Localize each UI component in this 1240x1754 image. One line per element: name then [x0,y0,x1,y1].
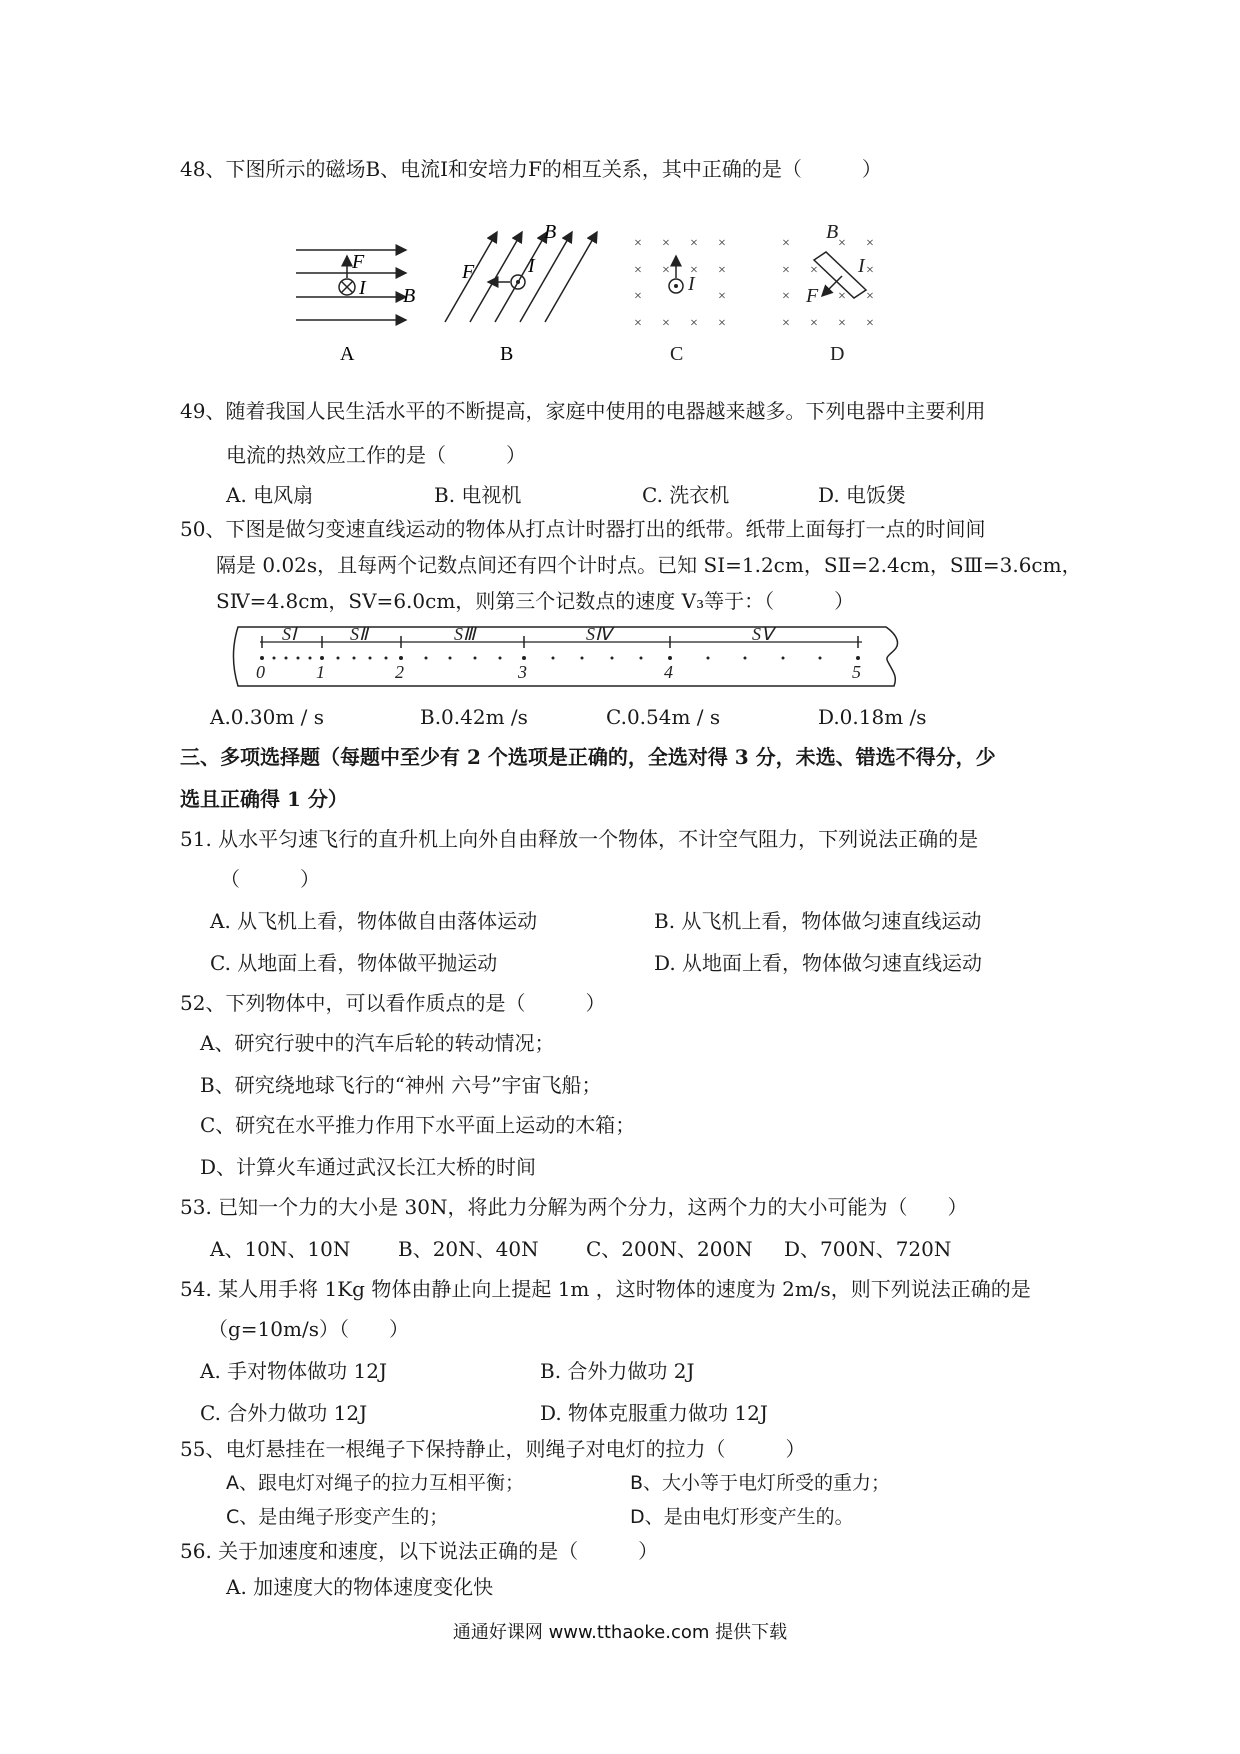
q50-option-a: A.0.30m / s [210,705,325,729]
figure-c [634,236,726,365]
svg-text:×: × [718,289,726,304]
svg-text:×: × [718,263,726,278]
q50-stem-line3: SⅣ=4.8cm，SⅤ=6.0cm，则第三个记数点的速度 V₃等于：（ ） [216,589,855,613]
svg-text:×: × [782,263,790,278]
svg-text:×: × [810,316,818,331]
seg-label-3: SⅢ [454,624,476,644]
label-b-a: B [403,285,416,307]
q51-option-a: A. 从飞机上看，物体做自由落体运动 [210,909,538,933]
q56-stem: 56. 关于加速度和速度，以下说法正确的是（ ） [180,1539,659,1563]
figure-label-b: B [500,343,514,365]
q55-stem: 55、电灯悬挂在一根绳子下保持静止，则绳子对电灯的拉力（ ） [180,1437,806,1461]
label-f-a: F [352,251,365,273]
svg-text:×: × [662,236,670,251]
q55-option-c: C、是由绳子形变产生的； [226,1506,449,1528]
label-i-c: I [688,273,695,295]
q55-option-b: B、大小等于电灯所受的重力； [630,1472,891,1494]
q49-stem-line2: 电流的热效应工作的是（ ） [226,443,526,467]
q54-stem: 54. 某人用手将 1Kg 物体由静止向上提起 1m ，这时物体的速度为 2m/s，则下列说法正确的是 [180,1277,1031,1301]
q55-option-a: A、跟电灯对绳子的拉力互相平衡； [226,1472,524,1494]
figure-b [445,221,597,365]
section3-heading-line1: 三、多项选择题（每题中至少有 2 个选项是正确的，全选对得 3 分，未选、错选不得分，少 [180,745,996,769]
svg-text:×: × [810,263,818,278]
svg-text:×: × [690,316,698,331]
svg-text:×: × [838,316,846,331]
svg-text:×: × [838,289,846,304]
q53-stem: 53. 已知一个力的大小是 30N，将此力分解为两个分力，这两个力的大小可能为（ ） [180,1195,968,1219]
figure-label-a: A [340,343,355,365]
q49-option-c: C. 洗衣机 [642,483,730,507]
q51-option-c: C. 从地面上看，物体做平抛运动 [210,951,498,975]
section3-heading-line2: 选且正确得 1 分） [180,787,348,811]
svg-text:×: × [662,316,670,331]
q56-option-a: A. 加速度大的物体速度变化快 [226,1575,494,1599]
q51-paren: （ ） [220,867,320,891]
point-label-2: 2 [395,662,404,682]
svg-text:×: × [690,263,698,278]
q52-option-b: B、研究绕地球飞行的“神州 六号”宇宙飞船； [200,1073,602,1097]
point-label-0: 0 [256,662,265,682]
q53-option-a: A、10N、10N [210,1237,351,1261]
q50-option-c: C.0.54m / s [606,705,721,729]
q50-option-d: D.0.18m /s [818,705,927,729]
seg-label-5: SⅤ [752,624,774,644]
svg-text:×: × [718,316,726,331]
page-footer: 通通好课网 www.tthaoke.com 提供下载 [452,1622,788,1643]
point-label-5: 5 [852,662,861,682]
q49-option-b: B. 电视机 [434,483,522,507]
point-label-1: 1 [316,662,325,682]
q54-paren: （g=10m/s）（ ） [208,1317,409,1341]
svg-text:×: × [782,316,790,331]
label-b-d: B [826,221,839,243]
q51-stem: 51. 从水平匀速飞行的直升机上向外自由释放一个物体，不计空气阻力，下列说法正确的是 [180,827,979,851]
q49-option-d: D. 电饭煲 [818,483,907,507]
label-b-b: B [544,221,557,243]
label-i-d: I [858,255,865,277]
svg-text:×: × [634,316,642,331]
q54-option-d: D. 物体克服重力做功 12J [540,1401,768,1425]
seg-label-4: SⅣ [586,624,612,644]
label-i-a: I [359,277,366,299]
q54-option-a: A. 手对物体做功 12J [200,1359,387,1383]
seg-label-2: SⅡ [350,624,368,644]
label-i-b: I [528,255,535,277]
q52-option-c: C、研究在水平推力作用下水平面上运动的木箱； [200,1113,636,1137]
q50-stem-line1: 50、下图是做匀变速直线运动的物体从打点计时器打出的纸带。纸带上面每打一点的时间间 [180,517,986,541]
q48-figure [0,210,1240,390]
seg-label-1: SⅠ [282,624,297,644]
svg-text:×: × [866,236,874,251]
figure-a [296,250,415,365]
svg-text:×: × [866,263,874,278]
svg-text:×: × [634,263,642,278]
svg-text:×: × [782,289,790,304]
label-f-b: F [462,261,475,283]
q50-stem-line2: 隔是 0.02s，且每两个记数点间还有四个计时点。已知 SⅠ=1.2cm，SⅡ=2.4cm，SⅢ=3.6cm， [216,553,1082,577]
figure-label-d: D [830,343,845,365]
q49-option-a: A. 电风扇 [226,483,314,507]
svg-text:×: × [866,316,874,331]
point-label-4: 4 [664,662,673,682]
svg-text:×: × [838,236,846,251]
svg-text:×: × [634,289,642,304]
q48-stem: 48、下图所示的磁场B、电流I和安培力F的相互关系，其中正确的是（ ） [180,157,882,181]
q51-option-d: D. 从地面上看，物体做匀速直线运动 [654,951,983,975]
q53-option-c: C、200N、200N [586,1237,753,1261]
point-label-3: 3 [518,662,527,682]
svg-text:×: × [782,236,790,251]
q53-option-d: D、700N、720N [784,1237,952,1261]
q54-option-c: C. 合外力做功 12J [200,1401,368,1425]
q50-option-b: B.0.42m /s [420,705,528,729]
q51-option-b: B. 从飞机上看，物体做匀速直线运动 [654,909,982,933]
q50-tape-figure [0,622,1240,692]
q54-option-b: B. 合外力做功 2J [540,1359,695,1383]
figure-label-c: C [670,343,684,365]
svg-text:×: × [634,236,642,251]
q49-stem-line1: 49、随着我国人民生活水平的不断提高，家庭中使用的电器越来越多。下列电器中主要利用 [180,399,986,423]
q52-option-a: A、研究行驶中的汽车后轮的转动情况； [200,1031,555,1055]
q52-option-d: D、计算火车通过武汉长江大桥的时间 [200,1155,537,1179]
q52-stem: 52、下列物体中，可以看作质点的是（ ） [180,991,606,1015]
paper-tape [234,627,898,686]
svg-text:×: × [718,236,726,251]
q55-option-d: D、是由电灯形变产生的。 [630,1506,854,1528]
q53-option-b: B、20N、40N [398,1237,539,1261]
figure-d [782,221,874,365]
label-f-d: F [806,285,819,307]
svg-text:×: × [662,263,670,278]
svg-text:×: × [866,289,874,304]
svg-text:×: × [690,236,698,251]
